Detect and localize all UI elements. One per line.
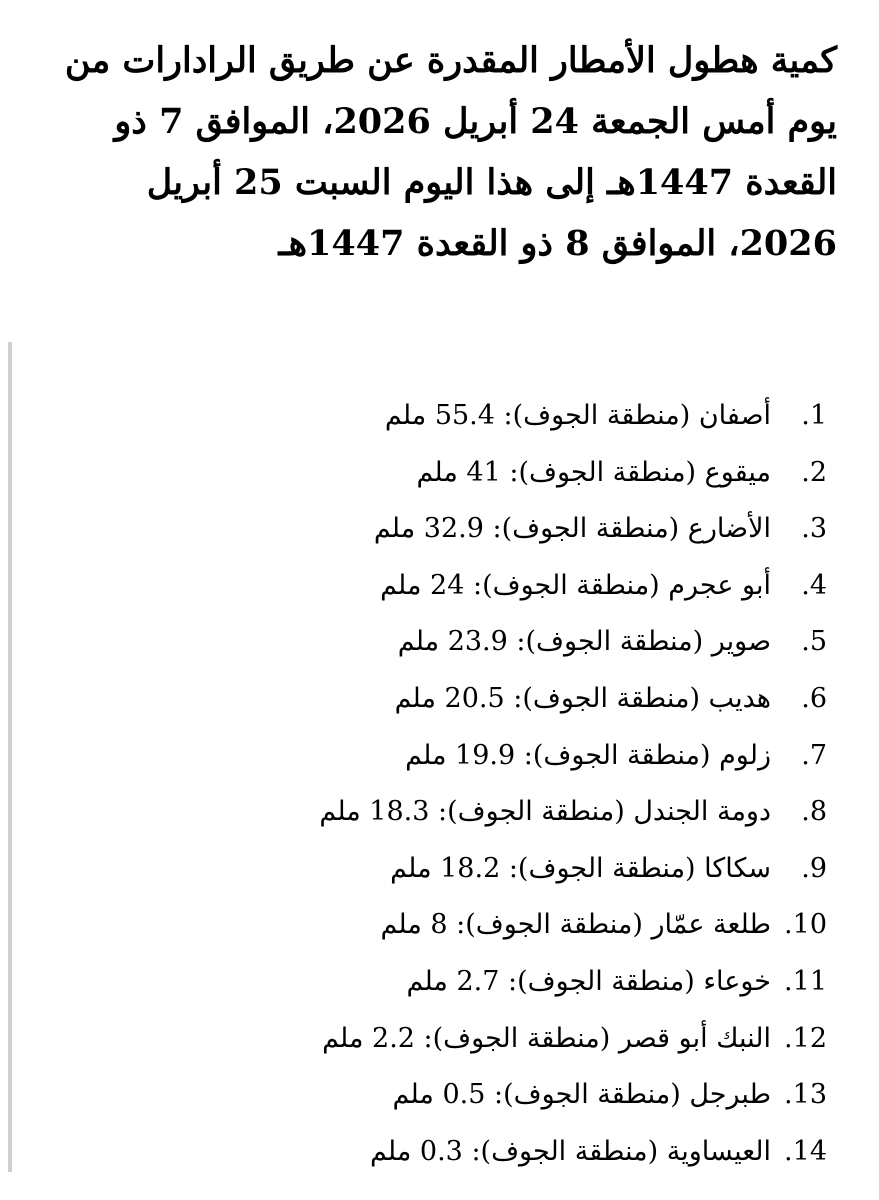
list-item [319,445,827,502]
item-number: 2. [801,456,827,488]
item-text: طبرجل (منطقة الجوف): 0.5 ملم [392,1079,771,1111]
item-number: 5. [801,626,827,658]
item-number: 12. [784,1022,827,1054]
item-text: العيساوية (منطقة الجوف): 0.3 ملم [369,1135,771,1167]
list-item [319,388,827,445]
list-item [319,728,827,785]
item-text: هديب (منطقة الجوف): 20.5 ملم [394,682,771,714]
item-number: 14. [784,1135,827,1167]
page-title: كمية هطول الأمطار المقدرة عن طريق الرادارات من يوم أمس الجمعة 24 أبريل 2026، الموافق 7 ذو القعدة 1447هـ إلى هذا اليوم السبت 25 أبريل 2026، الموافق 8 ذو القعدة 1447هـ [64,40,837,264]
item-number: 11. [784,965,827,997]
list-item [319,614,827,671]
list-item [319,1011,827,1068]
item-text: النبك أبو قصر (منطقة الجوف): 2.2 ملم [322,1022,771,1054]
left-border-line [8,342,12,1172]
item-text: طلعة عمّار (منطقة الجوف): 8 ملم [380,909,771,941]
item-text: الأضارع (منطقة الجوف): 32.9 ملم [373,513,771,545]
item-text: أبو عجرم (منطقة الجوف): 24 ملم [380,569,771,601]
rainfall-list [319,388,827,1180]
item-number: 10. [784,909,827,941]
list-item [319,841,827,898]
item-number: 8. [801,796,827,828]
item-text: ميقوع (منطقة الجوف): 41 ملم [416,456,771,488]
item-number: 6. [801,682,827,714]
item-text: صوير (منطقة الجوف): 23.9 ملم [397,626,771,658]
item-number: 1. [801,400,827,431]
list-item [319,954,827,1011]
item-text: دومة الجندل (منطقة الجوف): 18.3 ملم [319,796,771,828]
item-text: خوعاء (منطقة الجوف): 2.7 ملم [406,965,771,997]
list-item [319,784,827,841]
item-number: 13. [784,1079,827,1111]
item-number: 4. [801,569,827,601]
list-item [319,558,827,615]
item-number: 3. [801,513,827,545]
list-item [319,1124,827,1181]
item-text: أصفان (منطقة الجوف): 55.4 ملم [384,400,771,431]
item-text: زلوم (منطقة الجوف): 19.9 ملم [405,739,771,771]
list-item [319,671,827,728]
item-number: 9. [801,852,827,884]
list-item [319,501,827,558]
item-number: 7. [801,739,827,771]
list-item [319,1067,827,1124]
list-item [319,897,827,954]
item-text: سكاكا (منطقة الجوف): 18.2 ملم [390,852,771,884]
